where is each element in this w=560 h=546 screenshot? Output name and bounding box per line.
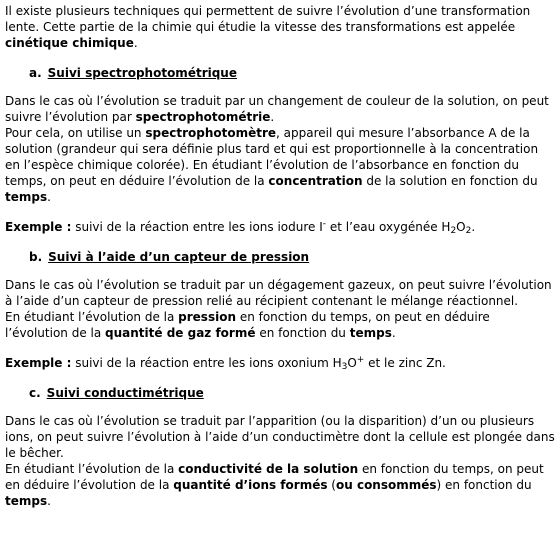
section-a-p1-text: Dans le cas où l’évolution se traduit par un changement de couleur de la solution, on peut suivre l’évolution par [5,94,549,124]
section-b-p2-bold-2: quantité de gaz formé [105,326,256,340]
section-a-title: Suivi spectrophotométrique [47,66,237,80]
section-b-p2-text-2: en fonction du temps, on peut en déduire l’évolution de la [5,310,490,340]
section-c-p2-text-2: en fonction du temps, on peut en déduire l’évolution de la [5,462,544,492]
section-a-p2-text-3: de la solution en fonction du [362,174,538,188]
section-b-example-sub: 3 [341,362,348,372]
section-a-example-text-1: suivi de la réaction entre les ions iodure I [71,220,323,234]
section-c-p2-end: . [47,494,51,508]
section-a-example-text-2: et l’eau oxygénée H [326,220,451,234]
spacer [5,341,555,355]
section-b-paragraph-1: Dans le cas où l’évolution se traduit par un dégagement gazeux, on peut suivre l’évolution à l’aide d’un capteur de pression relié au récipient contenant le mélange réactionnel. [5,278,552,308]
intro-text: Il existe plusieurs techniques qui permettent de suivre l’évolution d’une transformation lente. Cette partie de la chimie qui étudie la vitesse des transformations est appelée [5,4,531,34]
section-a-p2-text-2: , appareil qui mesure l’absorbance A de la solution (grandeur qui sera définie plus tard et qui est proportionnelle à la concentration en l’espèce chimique colorée). En étudiant l’évolution de l’absorbance en fonction du temps, on peut en déduire l’évolution de la [5,126,539,188]
section-b-example-label: Exemple : [5,356,72,370]
section-c-marker: c. [29,386,41,400]
section-b-p2-bold-1: pression [178,310,236,324]
section-a-p2-end: . [47,190,51,204]
section-a-paragraph-2 [5,125,555,205]
section-a-p1-bold: spectrophotométrie [135,110,271,124]
section-c-p2-text-4: ) en fonction du [436,478,532,492]
intro-text-end: . [133,36,138,50]
section-a-example [5,219,555,235]
section-c-paragraph-2 [5,461,555,509]
section-a-p1-end: . [270,110,275,124]
section-b-p2-bold-3: temps [349,326,392,340]
section-a-example-sup: - [322,219,327,229]
section-b-example-sup: + [356,355,365,365]
section-a-example-sub-2: 2 [465,226,472,236]
section-a-example-label: Exemple : [5,220,72,234]
section-a-heading [29,65,555,81]
section-b-p2-text-3: en fonction du [255,326,350,340]
section-b-marker: b. [29,250,43,264]
section-a-p2-bold-2: concentration [268,174,363,188]
section-c-heading [29,385,555,401]
section-c-p2-bold-2: quantité d’ions formés [173,478,328,492]
section-a-paragraph-1 [5,93,555,125]
section-c-p2-text-1: En étudiant l’évolution de la [5,462,179,476]
section-c-p2-bold-1: conductivité de la solution [178,462,359,476]
section-a-example-end: . [471,220,476,234]
intro-paragraph [5,3,555,51]
section-c-paragraph-1: Dans le cas où l’évolution se traduit par l’apparition (ou la disparition) d’un ou plusieurs ions, on peut suivre l’évolution à l’aide d’un conductimètre dont la cellule est plongée dans le bêcher. [5,414,555,460]
section-c-p2-bold-4: temps [5,494,48,508]
section-a-example-sub-1: 2 [450,226,457,236]
section-a-p2-bold-1: spectrophotomètre [145,126,277,140]
section-c-title: Suivi conductimétrique [46,386,204,400]
section-c-p2-text-3: ( [327,478,336,492]
section-b-example-text-2: O [347,356,357,370]
section-b-heading [29,249,555,265]
intro-bold-term: cinétique chimique [5,36,134,50]
section-a-example-text-3: O [456,220,466,234]
section-b-p2-end: . [391,326,396,340]
section-a-p2-text-1: Pour cela, on utilise un [5,126,146,140]
section-b-paragraph-2 [5,309,555,341]
section-b-example-end: et le zinc Zn. [364,356,446,370]
section-a-marker: a. [29,66,42,80]
section-b-title: Suivi à l’aide d’un capteur de pression [48,250,310,264]
section-c-p2-bold-3: ou consommés [335,478,437,492]
spacer [5,205,555,219]
section-b-example-text-1: suivi de la réaction entre les ions oxonium H [71,356,342,370]
section-a-p2-bold-3: temps [5,190,48,204]
section-b-example [5,355,555,371]
section-b-p2-text-1: En étudiant l’évolution de la [5,310,179,324]
